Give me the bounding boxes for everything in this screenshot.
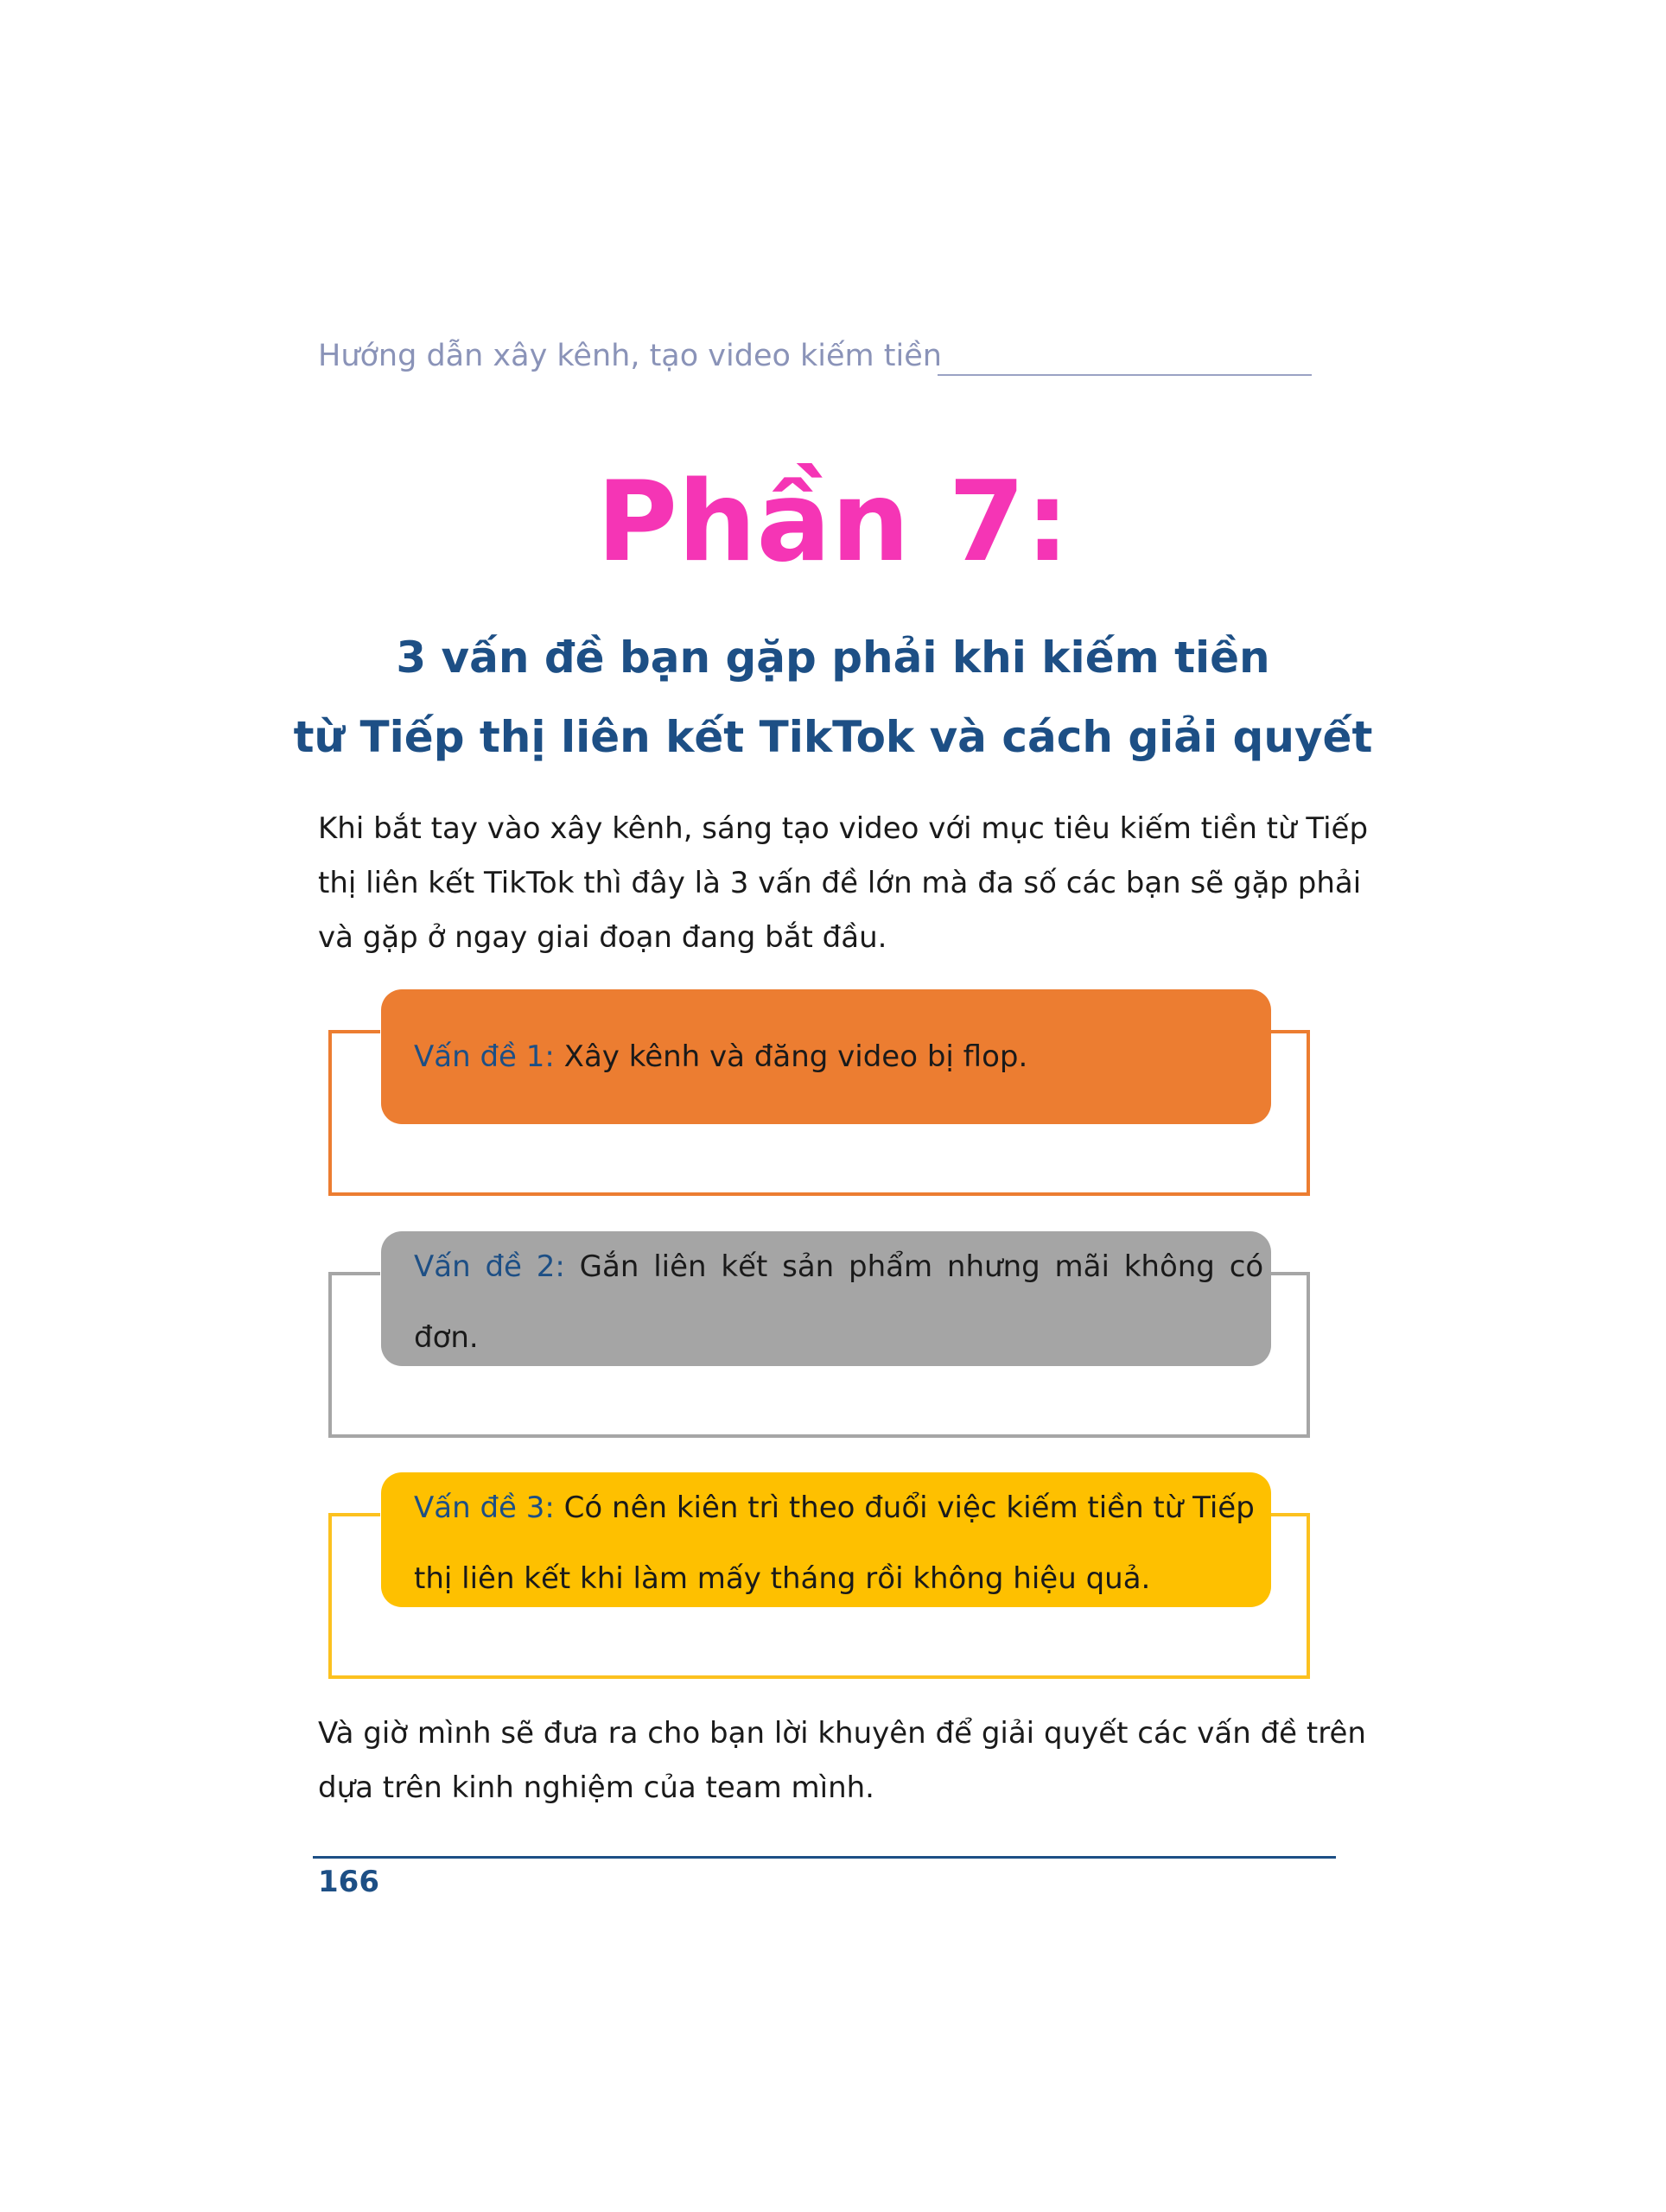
problem-text: Có nên kiên trì theo đuổi việc kiếm tiền từ Tiếp (563, 1491, 1255, 1525)
intro-line: và gặp ở ngay giai đoạn đang bắt đầu. (318, 920, 887, 955)
footer-rule (313, 1856, 1336, 1859)
problem-label: Vấn đề 1: (414, 1039, 555, 1074)
part-title: Phần 7: (596, 458, 1070, 587)
intro-line: Khi bắt tay vào xây kênh, sáng tạo video với mục tiêu kiếm tiền từ Tiếp (318, 811, 1369, 846)
intro-paragraph (318, 802, 1369, 965)
problem-text: Xây kênh và đăng video bị flop. (563, 1039, 1028, 1074)
problem-text: Gắn liên kết sản phẩm nhưng mãi không có (579, 1249, 1264, 1284)
problem-label: Vấn đề 3: (414, 1491, 555, 1525)
intro-line: thị liên kết TikTok thì đây là 3 vấn đề lớn mà đa số các bạn sẽ gặp phải (318, 866, 1362, 900)
running-header: Hướng dẫn xây kênh, tạo video kiếm tiền (318, 339, 942, 373)
problem-card (381, 1231, 1271, 1366)
page-number: 166 (318, 1865, 379, 1899)
chapter-subtitle (0, 618, 1666, 777)
subtitle-line: 3 vấn đề bạn gặp phải khi kiếm tiền (396, 632, 1270, 683)
problem-text: đơn. (414, 1320, 479, 1355)
outro-line: Và giờ mình sẽ đưa ra cho bạn lời khuyên để giải quyết các vấn đề trên (318, 1716, 1366, 1751)
outro-paragraph (318, 1707, 1366, 1815)
header-rule (938, 374, 1312, 376)
outro-line: dựa trên kinh nghiệm của team mình. (318, 1770, 874, 1805)
subtitle-line: từ Tiếp thị liên kết TikTok và cách giải quyết (293, 712, 1373, 762)
problem-text: thị liên kết khi làm mấy tháng rồi không hiệu quả. (414, 1561, 1151, 1596)
problem-card (381, 1472, 1271, 1607)
problem-card (381, 989, 1271, 1124)
problem-label: Vấn đề 2: (414, 1249, 565, 1284)
